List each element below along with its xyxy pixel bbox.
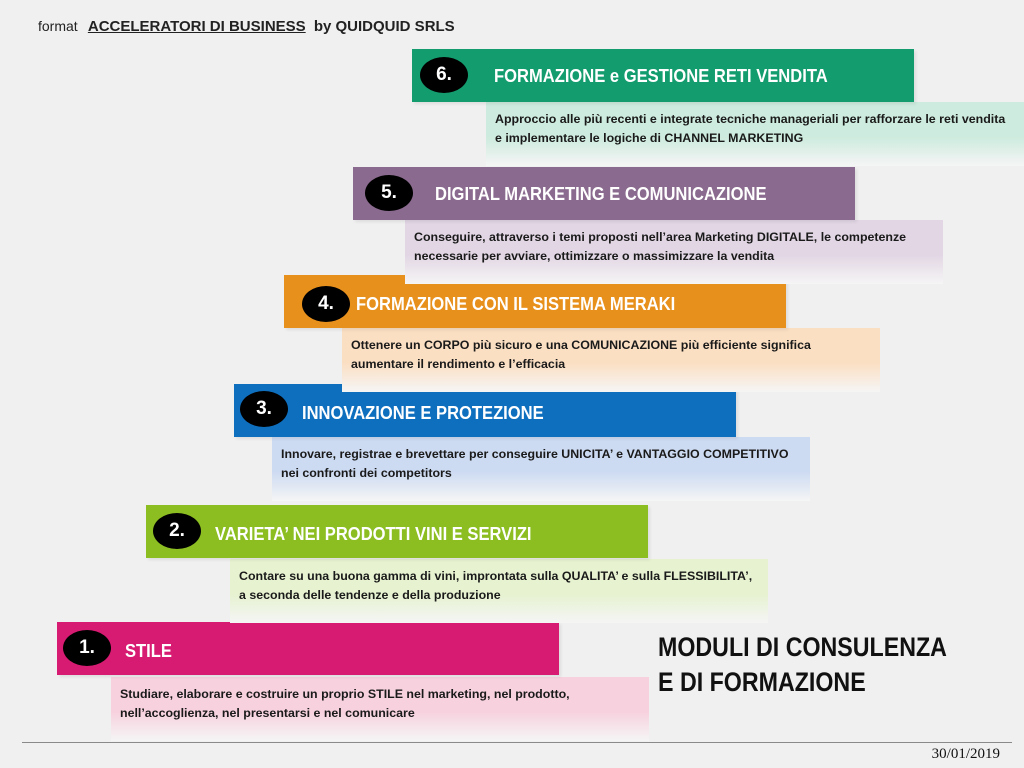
brand-name: ACCELERATORI DI BUSINESS [87,18,306,35]
step-6-title: FORMAZIONE e GESTIONE RETI VENDITA [494,66,828,86]
step-6-description: Approccio alle più recenti e integrate tecniche manageriali per rafforzare le reti vendita e implementare le logiche di CHANNEL MARKETING [486,102,1024,166]
step-4-description: Ottenere un CORPO più sicuro e una COMUNICAZIONE più efficiente significa aumentare il rendimento e l’efficacia [342,328,880,392]
step-1-title: STILE [125,641,172,661]
modules-title-line-1: MODULI DI CONSULENZA [658,632,947,662]
format-label: format [38,18,78,34]
step-3-title: INNOVAZIONE E PROTEZIONE [302,403,544,423]
footer-divider [22,742,1012,743]
footer-date: 30/01/2019 [931,746,1000,762]
step-1-number-badge: 1. [63,630,111,666]
modules-title [658,630,947,700]
step-4-title: FORMAZIONE CON IL SISTEMA MERAKI [356,294,676,314]
by-label: by QUIDQUID SRLS [313,18,455,35]
header [38,18,455,35]
step-6-number-badge: 6. [420,57,468,93]
step-2-description: Contare su una buona gamma di vini, improntata sulla QUALITA’ e sulla FLESSIBILITA’, a seconda delle tendenze e della produzione [230,559,768,623]
step-3-number-badge: 3. [240,391,288,427]
step-5-title: DIGITAL MARKETING E COMUNICAZIONE [435,184,767,204]
step-4-number-badge: 4. [302,286,350,322]
step-2-number-badge: 2. [153,513,201,549]
step-2-title: VARIETA’ NEI PRODOTTI VINI E SERVIZI [215,524,532,544]
step-3-description: Innovare, registrae e brevettare per conseguire UNICITA’ e VANTAGGIO COMPETITIVO nei confronti dei competitors [272,437,810,501]
modules-title-line-2: E DI FORMAZIONE [658,667,866,697]
step-5-number-badge: 5. [365,175,413,211]
step-5-description: Conseguire, attraverso i temi proposti nell’area Marketing DIGITALE, le competenze necessarie per avviare, ottimizzare o massimizzare la vendita [405,220,943,284]
step-1-description: Studiare, elaborare e costruire un proprio STILE nel marketing, nel prodotto, nell’accoglienza, nel presentarsi e nel comunicare [111,677,649,741]
